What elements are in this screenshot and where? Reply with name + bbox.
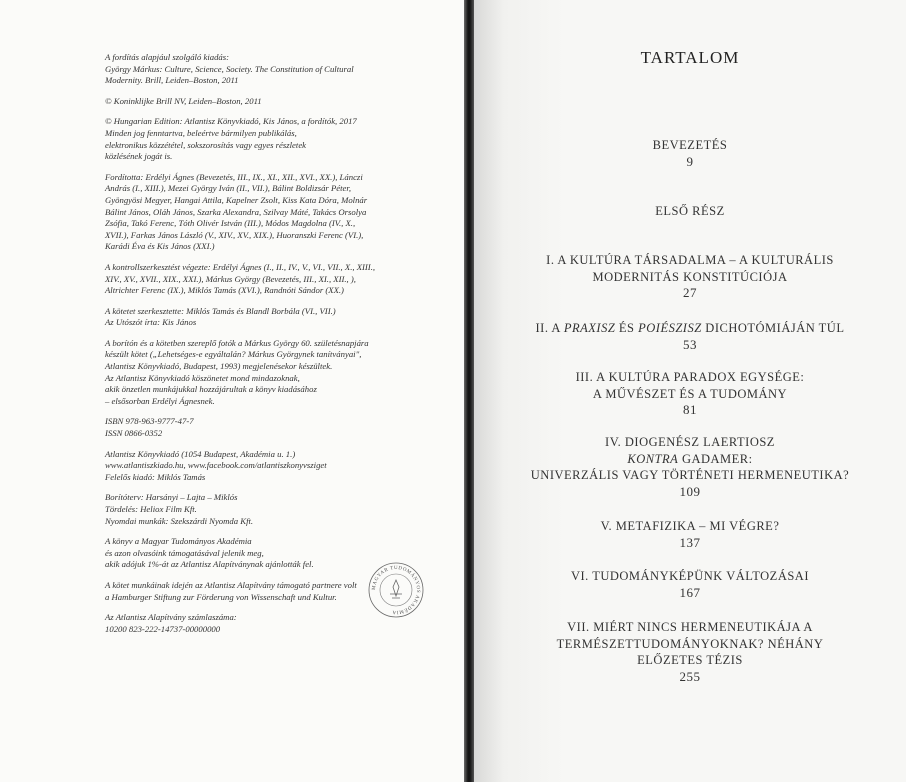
toc-entry-title: KONTRA GADAMER: [627, 451, 753, 466]
imprint-line: 10200 823-222-14737-00000000 [105, 623, 221, 634]
photo-credits [105, 338, 450, 408]
imprint-line: – elsősorban Erdélyi Ágnesnek. [105, 395, 215, 406]
toc-entry-title: TERMÉSZETTUDOMÁNYOKNAK? NÉHÁNY [556, 636, 824, 651]
imprint-line: Borítóterv: Harsányi – Lajta – Miklós [105, 492, 238, 503]
imprint-line: A fordítás alapjául szolgáló kiadás: [105, 52, 230, 62]
imprint-line: Az Atlantisz Könyvkiadó köszönetet mond mindazoknak, [105, 372, 300, 383]
toc-entry-title: II. A PRAXISZ ÉS POIÉSZISZ DICHOTÓMIÁJÁN TÚL [535, 321, 845, 335]
toc-entry-title: ELŐZETES TÉZIS [637, 653, 743, 667]
imprint-line: © Koninklijke Brill NV, Leiden–Boston, 2011 [105, 95, 262, 106]
toc-entry-title: I. A KULTÚRA TÁRSADALMA – A KULTURÁLIS [546, 253, 834, 267]
toc-entry [494, 619, 886, 685]
toc-entry [494, 369, 886, 419]
editors [105, 306, 450, 329]
production-credits [105, 492, 450, 527]
toc-part-heading [494, 203, 886, 220]
toc-page-number: 167 [679, 584, 701, 600]
isbn-issn [105, 416, 450, 439]
seal-text: MAGYAR TUDOMÁNYOS AKADÉMIA [371, 565, 421, 615]
imprint-line: Atlantisz Könyvkiadó, Budapest, 1993) megjelenésekor készültek. [105, 361, 333, 372]
imprint-line: ISBN 978-963-9777-47-7 [105, 416, 194, 427]
toc-entry [494, 320, 886, 353]
toc-page [474, 0, 906, 782]
toc-page-number: 255 [679, 668, 701, 684]
imprint-line: Az Utószót írta: Kis János [105, 317, 197, 328]
toc-page-number: 109 [679, 483, 701, 499]
academy-seal-icon [366, 560, 426, 620]
imprint-line: XIV., XV., XVII., XIX., XXI.), Márkus György (Bevezetés, III., XI., XII., ), [105, 273, 356, 284]
imprint-line: Tördelés: Heliox Film Kft. [105, 504, 197, 514]
toc-entry-title: III. A KULTÚRA PARADOX EGYSÉGE: [575, 370, 805, 384]
imprint-text [105, 52, 450, 644]
imprint-line: Felelős kiadó: Miklós Tamás [105, 471, 206, 482]
toc-page-number: 81 [683, 402, 697, 417]
toc-page-number: 137 [679, 534, 701, 550]
imprint-line: A kötet munkáinak idején az Atlantisz Alapítvány támogató partnere volt [105, 579, 357, 590]
imprint-line: akik adójuk 1%-át az Atlantisz Alapítványnak ajánlották fel. [105, 559, 314, 570]
imprint-line: A borítón és a kötetben szereplő fotók a Márkus György 60. születésnapjára [105, 337, 369, 348]
translators [105, 172, 450, 253]
imprint-line: ISSN 0866-0352 [105, 428, 163, 439]
imprint-line: A könyv a Magyar Tudományos Akadémia [105, 536, 252, 547]
toc-entry-title: V. METAFIZIKA – MI VÉGRE? [600, 519, 780, 533]
copyright-original [105, 96, 450, 108]
imprint-line: Bálint János, Oláh János, Szarka Alexandra, Szilvay Máté, Takács Orsolya [105, 206, 367, 217]
imprint-line: www.atlantiszkiado.hu, www.facebook.com/atlantiszkonyvsziget [105, 460, 327, 471]
toc-title: TARTALOM [640, 48, 740, 67]
toc-page-number: 27 [683, 285, 697, 300]
imprint-line: készült kötet („Lehetséges-e egyáltalán? Márkus Györgynek tanítványai", [105, 349, 362, 360]
imprint-line: A kötetet szerkesztette: Miklós Tamás és Blandl Borbála (VI., VII.) [105, 305, 336, 316]
control-editors [105, 262, 450, 297]
book-gutter [464, 0, 474, 782]
toc-page-number: 53 [683, 336, 697, 352]
publisher-info [105, 449, 450, 484]
imprint-line: Zsófia, Takó Ferenc, Tóth Olivér István (III.), Módos Magdolna (IV., X., [105, 218, 356, 229]
toc-entry-title: ELSŐ RÉSZ [655, 204, 725, 218]
toc-entry-title: BEVEZETÉS [652, 138, 728, 152]
imprint-line: a Hamburger Stiftung zur Förderung von Wissenschaft und Kultur. [105, 591, 337, 602]
imprint-line: közlésének jogát is. [105, 151, 173, 162]
toc-entry [494, 518, 886, 551]
imprint-line: Az Atlantisz Alapítvány számlaszáma: [105, 612, 237, 623]
imprint-line: akik önzetlen munkájukkal hozzájárultak a könyv kiadásához [105, 384, 317, 395]
toc-page-number: 9 [686, 153, 694, 169]
imprint-line: elektronikus közzététel, sokszorosítás vagy egyes részletek [105, 139, 307, 150]
toc-entry [494, 568, 886, 601]
source-edition [105, 52, 450, 87]
imprint-line: András (I., XIII.), Mezei György Iván (II., VII.), Bálint Boldizsár Péter, [105, 183, 351, 194]
imprint-line: A kontrollszerkesztést végezte: Erdélyi Ágnes (I., II., IV., V., VI., VII., X., XIII., [105, 261, 376, 272]
imprint-line: © Hungarian Edition: Atlantisz Könyvkiadó, Kis János, a fordítók, 2017 [105, 116, 357, 127]
toc-entry-title: A MŰVÉSZET ÉS A TUDOMÁNY [592, 386, 788, 401]
toc-entry-title: MODERNITÁS KONSTITÚCIÓJA [592, 269, 788, 284]
toc-entry-title: VI. TUDOMÁNYKÉPÜNK VÁLTOZÁSAI [570, 569, 809, 583]
imprint-line: Karádi Éva és Kis János (XXI.) [105, 241, 215, 252]
toc-entry [494, 137, 886, 170]
copyright-hungarian [105, 116, 450, 162]
imprint-line: Modernity. Brill, Leiden–Boston, 2011 [105, 75, 239, 86]
toc-entry-title: UNIVERZÁLIS VAGY TÖRTÉNETI HERMENEUTIKA? [530, 468, 850, 482]
svg-text:MAGYAR TUDOMÁNYOS AKADÉMIA [372, 566, 420, 614]
imprint-line: Fordította: Erdélyi Ágnes (Bevezetés, III., IX., XI., XII., XVI., XX.), Lánczi [105, 171, 363, 182]
imprint-line: XVII.), Farkas János László (V., XIV., XV., XIX.), Huoranszki Ferenc (VI.), [105, 229, 364, 240]
toc-entry [494, 434, 886, 500]
imprint-line: Atlantisz Könyvkiadó (1054 Budapest, Akadémia u. 1.) [105, 448, 296, 459]
imprint-line: Gyöngyösi Megyer, Hangai Attila, Kapelner Zsolt, Kiss Kata Dóra, Molnár [105, 194, 368, 205]
imprint-line: György Márkus: Culture, Science, Society. The Constitution of Cultural [105, 63, 354, 74]
toc-entry-title: IV. DIOGENÉSZ LAERTIOSZ [605, 435, 775, 449]
imprint-line: Minden jog fenntartva, beleértve bármilyen publikálás, [105, 127, 297, 138]
toc-entry [494, 252, 886, 302]
toc-entry-title: VII. MIÉRT NINCS HERMENEUTIKÁJA A [567, 620, 813, 634]
imprint-line: és azon olvasóink támogatásával jelenik meg, [105, 547, 264, 558]
imprint-line: Nyomdai munkák: Szekszárdi Nyomda Kft. [105, 515, 254, 526]
imprint-line: Altrichter Ferenc (IX.), Miklós Tamás (XVI.), Randnóti Sándor (XX.) [105, 285, 344, 296]
